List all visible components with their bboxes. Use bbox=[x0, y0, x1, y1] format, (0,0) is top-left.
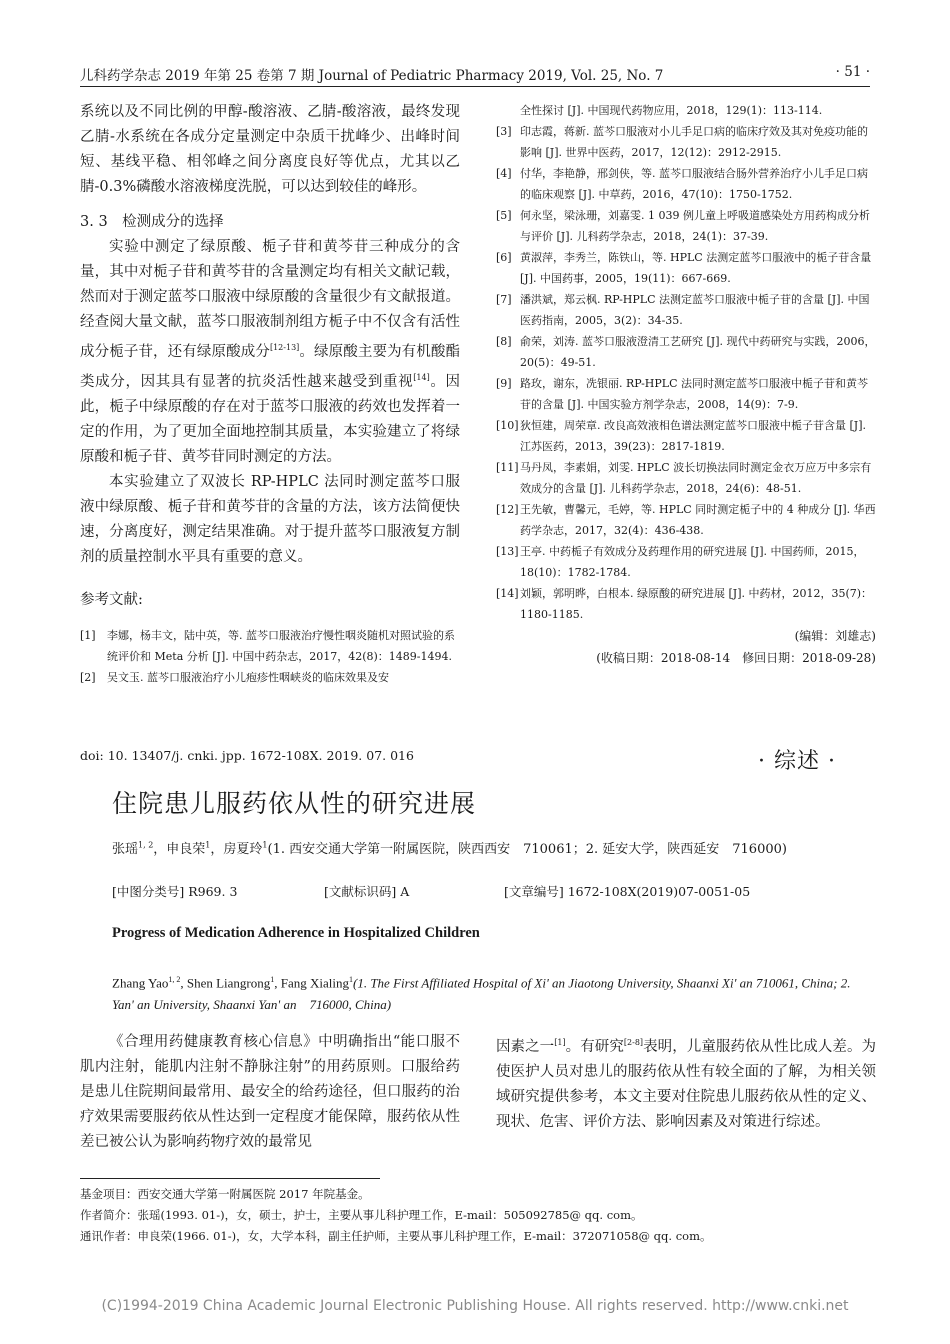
reference-item: [10] 狄恒建，周荣章. 改良高效液相色谱法测定蓝芩口服液中栀子苷含量 [J]. 江苏医药，2013，39(23)：2817-1819. bbox=[496, 419, 866, 453]
reference-item: [7] 潘洪斌，郑云枫. RP-HPLC 法测定蓝芩口服液中栀子苷的含量 [J]. 中国医药指南，2005，3(2)：34-35. bbox=[496, 293, 870, 327]
corresponding-note: 通讯作者：申良荣(1966. 01-)，女，大学本科，副主任护师，主要从事儿科护理工作，E-mail：372071058@ qq. com。 bbox=[80, 1229, 712, 1243]
copyright-watermark: (C)1994-2019 China Academic Journal Electronic Publishing House. All rights reserved. http://www.cnki.net bbox=[101, 1298, 849, 1314]
document-code: [文献标识码] A bbox=[324, 884, 410, 899]
reference-item: [14] 刘颖，郭明晔，白根本. 绿原酸的研究进展 [J]. 中药材，2012，35(7)：1180-1185. bbox=[496, 587, 873, 621]
paragraph: 《合理用药健康教育核心信息》中明确指出“能口服不肌内注射，能肌内注射不静脉注射”的用药原则。口服给药是患儿住院期间最常用、最安全的给药途径，但口服药的治疗效果需要服药依从性达到一定程度才能保障，服药依从性差已被公认为影响药物疗效的最常见 bbox=[80, 1034, 460, 1150]
received-dates: (收稿日期：2018-08-14 修回日期：2018-09-28) bbox=[596, 651, 876, 665]
footnote-rule bbox=[80, 1178, 380, 1179]
reference-item: [4] 付华，李艳静，邢剑侠，等. 蓝芩口服液结合肠外营养治疗小儿手足口病的临床观察 [J]. 中草药，2016，47(10)：1750-1752. bbox=[496, 167, 868, 201]
reference-continuation: 全性探讨 [J]. 中国现代药物应用，2018，129(1)：113-114. bbox=[520, 104, 823, 117]
reference-item: [13] 王亭. 中药栀子有效成分及药理作用的研究进展 [J]. 中国药师，2015，18(10)：1782-1784. bbox=[496, 545, 865, 579]
citation: [14] bbox=[413, 372, 430, 382]
journal-line: 儿科药学杂志 2019 年第 25 卷第 7 期 Journal of Pediatric Pharmacy 2019, Vol. 25, No. 7 bbox=[80, 68, 664, 84]
references-title: 参考文献: bbox=[80, 591, 143, 608]
citation: [12-13] bbox=[269, 343, 300, 352]
paragraph: 因素之一[1]。有研究[2-8]表明，儿童服药依从性比成人差。为使医护人员对患儿的服药依从性有较全面的了解，为相关领域研究提供参考，本文主要对住院患儿服药依从性的定义、现状、危害、评价方法、影响因素及对策进行综述。 bbox=[496, 1038, 877, 1130]
header-rule bbox=[80, 86, 870, 87]
category-tag: · 综述 · bbox=[758, 749, 836, 774]
citation: [2-8] bbox=[623, 1038, 644, 1047]
body-left bbox=[80, 1030, 460, 1155]
page-number: · 51 · bbox=[835, 64, 870, 80]
author-note: 作者简介：张瑶(1993. 01-)，女，硕士，护士，主要从事儿科护理工作，E-mail：505092785@ qq. com。 bbox=[80, 1208, 643, 1222]
body-right bbox=[496, 1030, 876, 1135]
fund-note: 基金项目：西安交通大学第一附属医院 2017 年院基金。 bbox=[80, 1187, 370, 1201]
english-title: Progress of Medication Adherence in Hospitalized Children bbox=[112, 925, 480, 941]
english-authors: Zhang Yao$^{1, 2}$, Shen Liangrong$^1$, Fang Xialing$^1$(1. The First Affiliated Hospital of Xi' an Jiaotong University, Shaanxi Xi' an 710061, China; 2. Yan' an University, Shaanxi Yan' an 716000, China) bbox=[112, 975, 851, 1013]
editor-note: (编辑：刘雄志) bbox=[794, 629, 876, 643]
paragraph: 实验中测定了绿原酸、栀子苷和黄芩苷三种成分的含量，其中对栀子苷和黄芩苷的含量测定均有相关文献记载，然而对于测定蓝芩口服液中绿原酸的含量很少有文献报道。经查阅大量文献，蓝芩口服液制剂组方栀子中不仅含有活性成分栀子苷，还有绿原酸成分[12-13]。绿原酸主要为有机酸酯类成分，因其具有显著的抗炎活性越来越受到重视[14]。因此，栀子中绿原酸的存在对于蓝芩口服液的药效也发挥着一定的作用，为了更加全面地控制其质量，本实验建立了将绿原酸和栀子苷、黄芩苷同时测定的方法。 bbox=[80, 239, 461, 465]
reference-item: [5] 何永坚，梁泳珊，刘嘉雯. 1 039 例儿童上呼吸道感染处方用药构成分析与评价 [J]. 儿科药学杂志，2018，24(1)：37-39. bbox=[496, 209, 870, 243]
left-column bbox=[80, 100, 460, 688]
reference-item: [2] 吴文玉. 蓝芩口服液治疗小儿疱疹性咽峡炎的临床效果及安 bbox=[80, 670, 389, 684]
reference-item: [3] 印志霞，蒋新. 蓝芩口服液对小儿手足口病的临床疗效及其对免疫功能的影响 [J]. 世界中医药，2017，12(12)：2912-2915. bbox=[496, 125, 868, 159]
reference-item: [1] 李娜，杨丰文，陆中英，等. 蓝芩口服液治疗慢性咽炎随机对照试验的系统评价和 Meta 分析 [J]. 中国中药杂志，2017，42(8)：1489-1494. bbox=[80, 628, 455, 663]
section-title: 3. 3 检测成分的选择 bbox=[80, 214, 224, 230]
article-title: 住院患儿服药依从性的研究进展 bbox=[112, 789, 477, 818]
reference-item: [8] 俞荣，刘涛. 蓝芩口服液澄清工艺研究 [J]. 现代中药研究与实践，2006，20(5)：49-51. bbox=[496, 335, 876, 369]
reference-item: [6] 黄淑萍，李秀兰，陈铁山，等. HPLC 法测定蓝芩口服液中的栀子苷含量 [J]. 中国药事，2005，19(11)：667-669. bbox=[496, 251, 872, 285]
reference-item: [12] 王先敏，曹馨元，毛婷，等. HPLC 同时测定栀子中的 4 种成分 [J]. 华西药学杂志，2017，32(4)：436-438. bbox=[496, 503, 876, 537]
right-column bbox=[496, 100, 876, 669]
running-header bbox=[80, 64, 870, 84]
article-number: [文章编号] 1672-108X(2019)07-0051-05 bbox=[504, 884, 751, 899]
clc-number: [中图分类号] R969. 3 bbox=[112, 884, 238, 899]
reference-item: [11] 马丹凤，李素娟，刘雯. HPLC 波长切换法同时测定金衣万应万中多宗有效成分的含量 [J]. 儿科药学杂志，2018，24(6)：48-51. bbox=[496, 461, 872, 495]
english-affiliation: (1. The First Affiliated Hospital of Xi' an Jiaotong University, Shaanxi Xi' an 710061, China; 2. Yan' an University, Shaanxi Yan' an 716000, China) bbox=[112, 975, 851, 1013]
paragraph: 系统以及不同比例的甲醇-酸溶液、乙腈-酸溶液，最终发现乙腈-水系统在各成分定量测定中杂质干扰峰少、出峰时间短、基线平稳、相邻峰之间分离度良好等优点，尤其以乙腈-0.3%磷酸水溶液梯度洗脱，可以达到较佳的峰形。 bbox=[80, 104, 460, 195]
citation: [1] bbox=[554, 1038, 566, 1047]
reference-item: [9] 路玫，谢东，冼银丽. RP-HPLC 法同时测定蓝芩口服液中栀子苷和黄芩苷的含量 [J]. 中国实验方剂学杂志，2008，14(9)：7-9. bbox=[496, 377, 869, 411]
footnotes bbox=[80, 1184, 880, 1247]
doi: doi: 10. 13407/j. cnki. jpp. 1672-108X. 2019. 07. 016 bbox=[80, 748, 414, 763]
authors-line: 张瑶$^{1, 2}$，申良荣$^1$，房夏玲$^1$(1. 西安交通大学第一附属医院，陕西西安 710061；2. 延安大学，陕西延安 716000) bbox=[112, 840, 787, 857]
paragraph: 本实验建立了双波长 RP-HPLC 法同时测定蓝芩口服液中绿原酸、栀子苷和黄芩苷的含量的方法，该方法简便快速，分离度好，测定结果准确。对于提升蓝芩口服液复方制剂的质量控制水平具有重要的意义。 bbox=[80, 473, 460, 565]
